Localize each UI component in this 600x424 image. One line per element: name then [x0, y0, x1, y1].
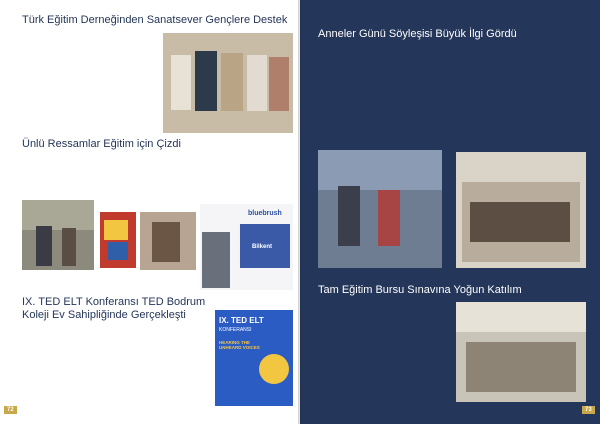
photo-bluebrush-poster	[200, 204, 293, 290]
page-number-left: 72	[4, 406, 17, 414]
photo-painting-with-woman	[140, 212, 196, 270]
elt-poster-banner: HEARING THE UNHEARD VOICES	[219, 340, 260, 350]
elt-poster-subtitle: KONFERANSI	[219, 327, 252, 333]
photo-panel-discussion	[318, 150, 442, 268]
page-number-right: 73	[582, 406, 595, 414]
bluebrush-logo-text: bluebrush	[248, 210, 282, 217]
photo-colorful-painting	[100, 212, 136, 268]
elt-poster-title: IX. TED ELT	[219, 316, 264, 325]
photo-ted-elt-poster	[215, 310, 293, 406]
article-title-anneler-gunu: Anneler Günü Söyleşisi Büyük İlgi Gördü	[318, 28, 517, 40]
article-title-tam-egitim: Tam Eğitim Bursu Sınavına Yoğun Katılım	[318, 284, 522, 296]
bilkent-label: Bilkent	[252, 244, 273, 250]
right-page	[300, 0, 600, 424]
photo-students-group	[456, 152, 586, 268]
article-title-sanatsever: Türk Eğitim Derneğinden Sanatsever Gençlere Destek	[22, 14, 288, 26]
article-title-ted-elt: IX. TED ELT Konferansı TED Bodrum Koleji Ev Sahipliğinde Gerçekleşti	[22, 296, 206, 321]
article-title-unlu-ressamlar: Ünlü Ressamlar Eğitim için Çizdi	[22, 138, 181, 150]
spread-gutter	[298, 0, 302, 424]
photo-gallery-visitors	[22, 200, 94, 270]
photo-students-with-paintings	[163, 33, 293, 133]
photo-exam-hall	[456, 302, 586, 402]
